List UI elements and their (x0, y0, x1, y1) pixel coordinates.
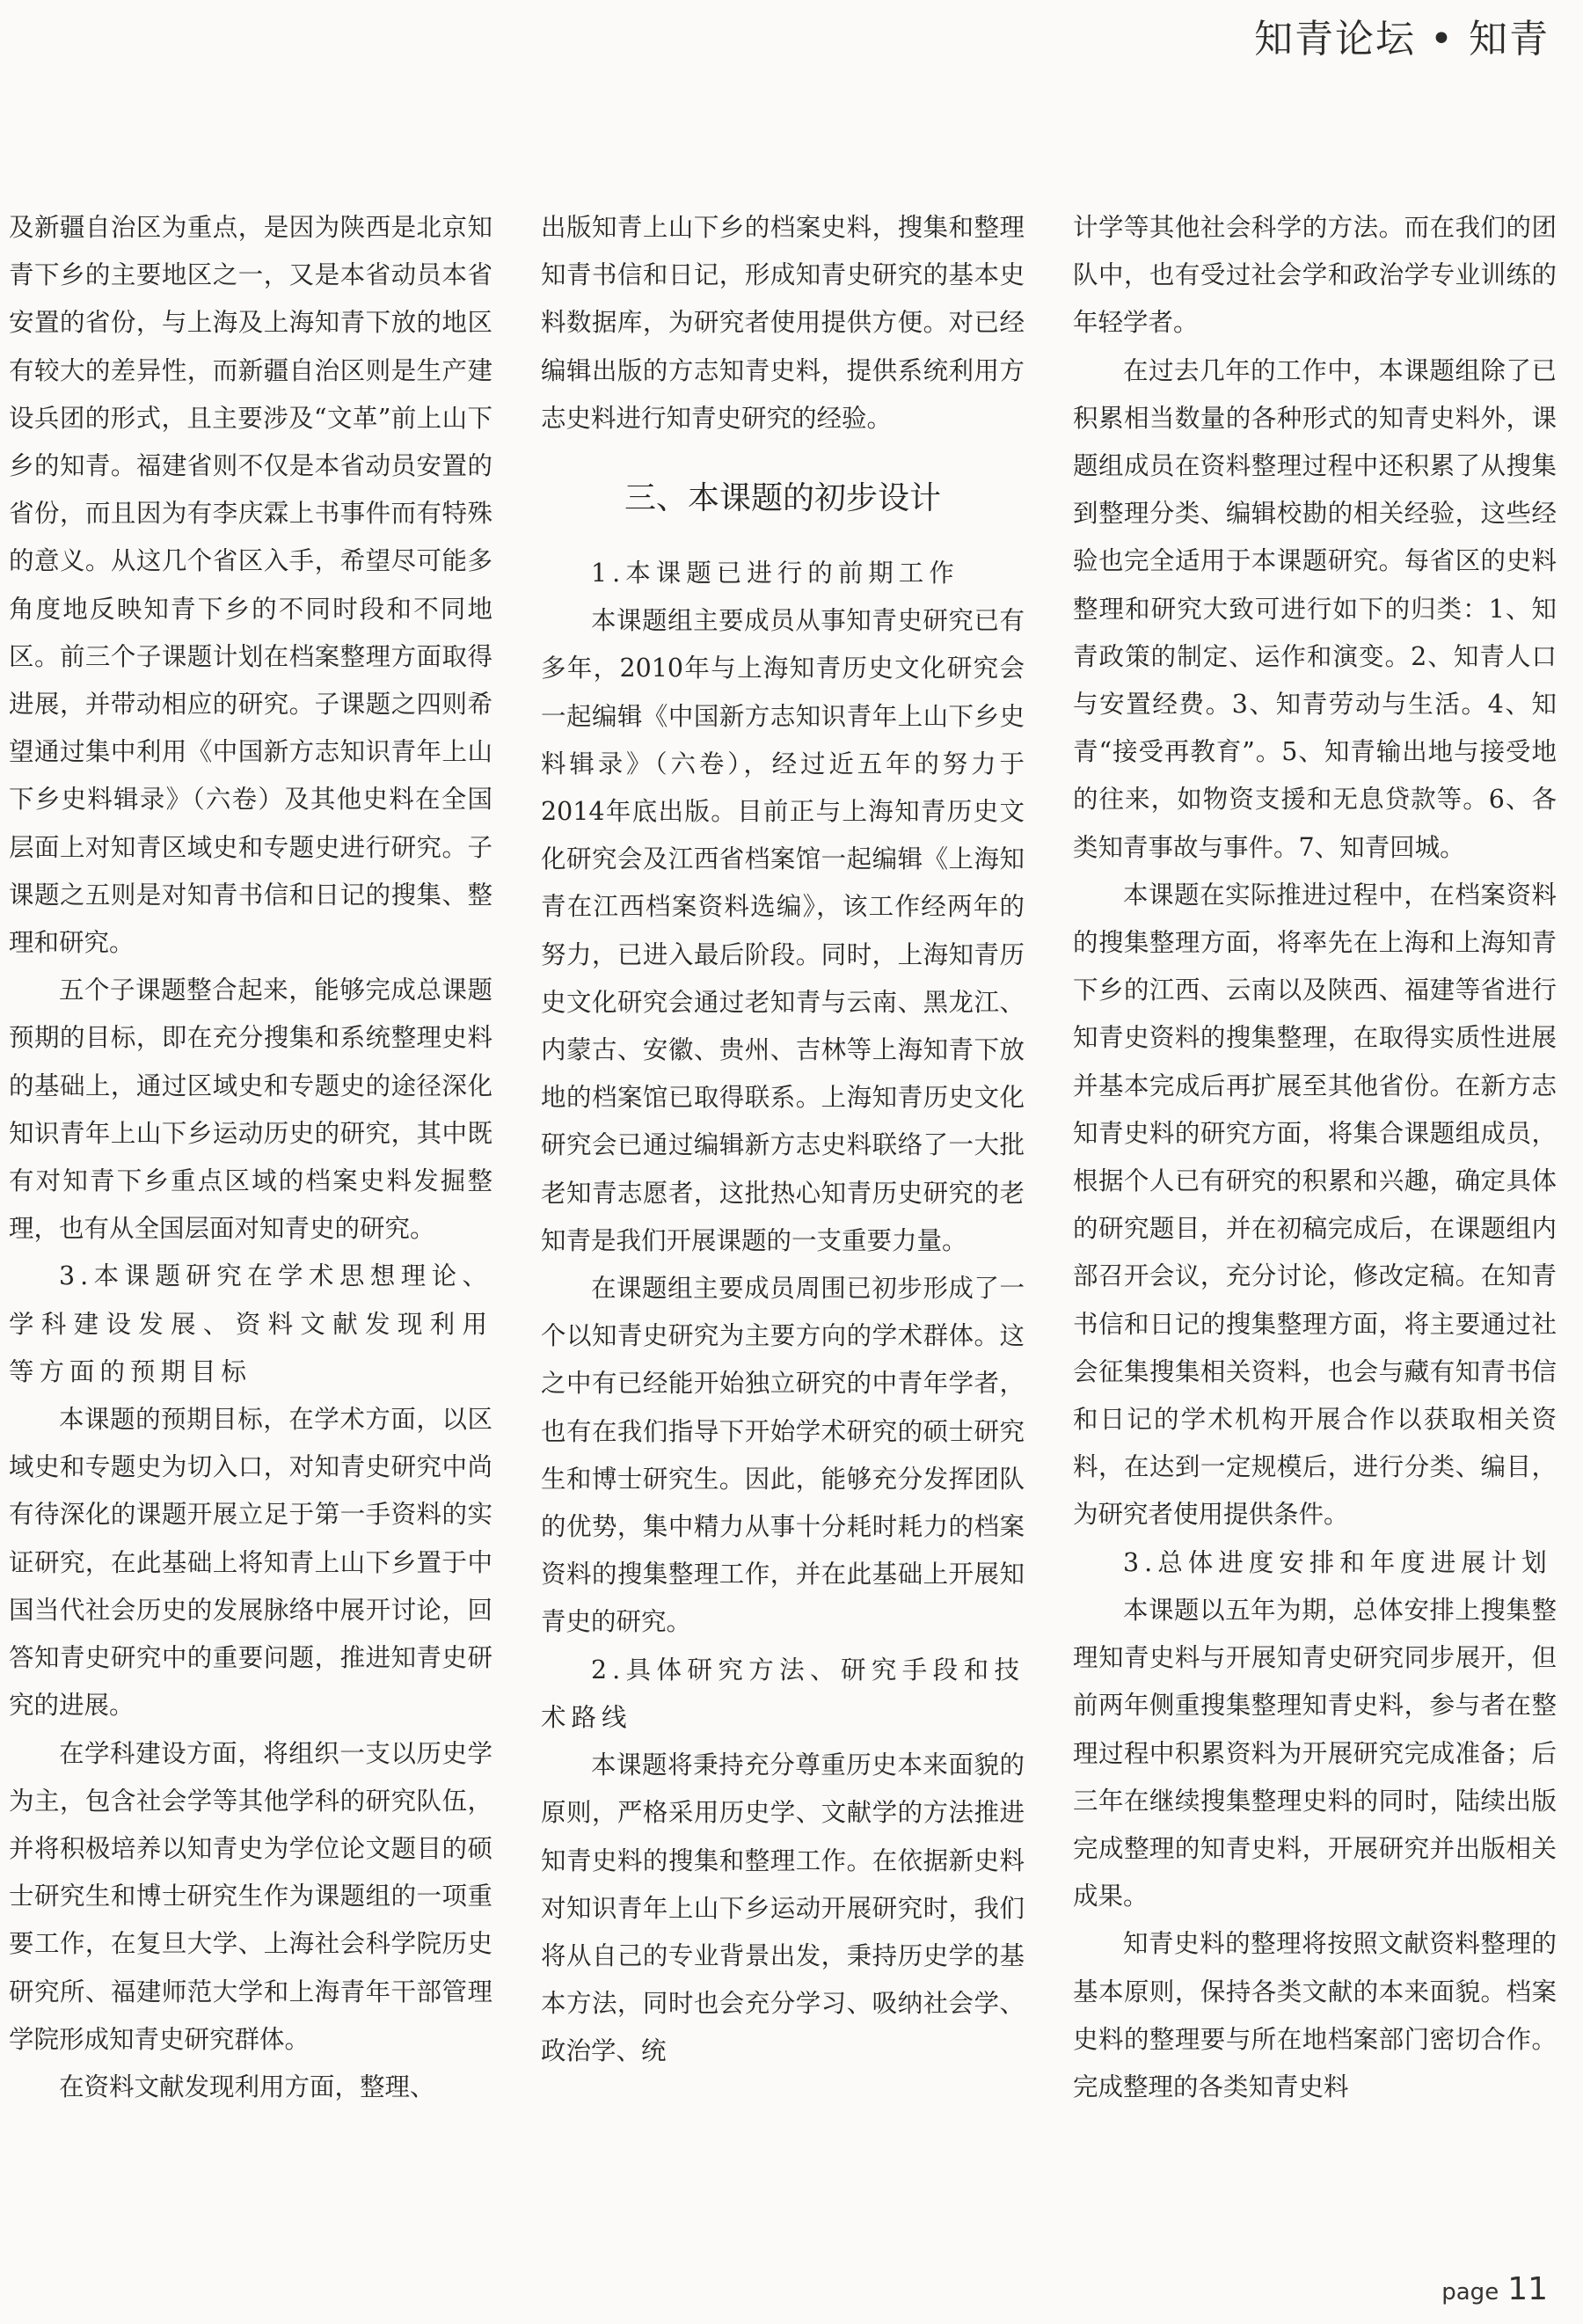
paragraph: 本课题以五年为期，总体安排上搜集整理知青史料与开展知青史研究同步展开，但前两年侧重搜集整理知青史料，参与者在整理过程中积累资料为开展研究完成准备；后三年在继续搜集整理史料的同时，陆续出版完成整理的知青史料，开展研究并出版相关成果。 (1073, 1595, 1557, 1911)
paragraph: 五个子课题整合起来，能够完成总课题预期的目标，即在充分搜集和系统整理史料的基础上，通过区域史和专题史的途径深化知识青年上山下乡运动历史的研究，其中既有对知青下乡重点区域的档案史料发掘整理，也有从全国层面对知青史的研究。 (9, 976, 492, 1244)
paragraph: 计学等其他社会科学的方法。而在我们的团队中，也有受过社会学和政治学专业训练的年轻学者。 (1073, 213, 1557, 338)
subheading: 3.总体进度安排和年度进展计划 (1123, 1547, 1552, 1577)
running-header: 知青论坛 • 知青 (1254, 17, 1550, 62)
page-label: page (1441, 2279, 1499, 2306)
paragraph: 本课题组主要成员从事知青史研究已有多年，2010年与上海知青历史文化研究会一起编辑《中国新方志知识青年上山下乡史料辑录》（六卷），经过近五年的努力于2014年底出版。目前正与上海知青历史文化研究会及江西省档案馆一起编辑《上海知青在江西档案资料选编》，该工作经两年的努力，已进入最后阶段。同时，上海知青历史文化研究会通过老知青与云南、黑龙江、内蒙古、安徽、贵州、吉林等上海知青下放地的档案馆已取得联系。上海知青历史文化研究会已通过编辑新方志史料联络了一大批老知青志愿者，这批热心知青历史研究的老知青是我们开展课题的一支重要力量。 (541, 606, 1025, 1255)
paragraph: 出版知青上山下乡的档案史料，搜集和整理知青书信和日记，形成知青史研究的基本史料数据库，为研究者使用提供方便。对已经编辑出版的方志知青史料，提供系统利用方志史料进行知青史研究的经验。 (541, 213, 1025, 433)
page-footer (1441, 2271, 1548, 2307)
page-number: 11 (1507, 2271, 1548, 2307)
section-heading: 三、本课题的初步设计 (624, 480, 941, 517)
paragraph: 及新疆自治区为重点，是因为陕西是北京知青下乡的主要地区之一，又是本省动员本省安置的省份，与上海及上海知青下放的地区有较大的差异性，而新疆自治区则是生产建设兵团的形式，且主要涉及“文革”前上山下乡的知青。福建省则不仅是本省动员安置的省份，而且因为有李庆霖上书事件而有特殊的意义。从这几个省区入手，希望尽可能多角度地反映知青下乡的不同时段和不同地区。前三个子课题计划在档案整理方面取得进展，并带动相应的研究。子课题之四则希望通过集中利用《中国新方志知识青年上山下乡史料辑录》（六卷）及其他史料在全国层面上对知青区域史和专题史进行研究。子课题之五则是对知青书信和日记的搜集、整理和研究。 (9, 213, 492, 958)
subheading: 2.具体研究方法、研究手段和技术路线 (541, 1655, 1025, 1732)
paragraph: 在学科建设方面，将组织一支以历史学为主，包含社会学等其他学科的研究队伍，并将积极培养以知青史为学位论文题目的硕士研究生和博士研究生作为课题组的一项重要工作，在复旦大学、上海社会科学院历史研究所、福建师范大学和上海青年干部管理学院形成知青史研究群体。 (9, 1738, 492, 2054)
subheading: 3.本课题研究在学术思想理论、学科建设发展、资料文献发现利用等方面的预期目标 (9, 1261, 492, 1386)
subheading: 1.本课题已进行的前期工作 (591, 559, 959, 588)
paragraph: 在课题组主要成员周围已初步形成了一个以知青史研究为主要方向的学术群体。这之中有已经能开始独立研究的中青年学者，也有在我们指导下开始学术研究的硕士研究生和博士研究生。因此，能够充分发挥团队的优势，集中精力从事十分耗时耗力的档案资料的搜集整理工作，并在此基础上开展知青史的研究。 (541, 1274, 1025, 1637)
text-column-middle (541, 204, 1025, 2076)
paragraph: 本课题将秉持充分尊重历史本来面貌的原则，严格采用历史学、文献学的方法推进知青史料的搜集和整理工作。在依据新史料对知识青年上山下乡运动开展研究时，我们将从自己的专业背景出发，秉持历史学的基本方法，同时也会充分学习、吸纳社会学、政治学、统 (541, 1750, 1025, 2066)
paragraph: 本课题的预期目标，在学术方面，以区域史和专题史为切入口，对知青史研究中尚有待深化的课题开展立足于第一手资料的实证研究，在此基础上将知青上山下乡置于中国当代社会历史的发展脉络中展开讨论，回答知青史研究中的重要问题，推进知青史研究的进展。 (9, 1405, 492, 1721)
paragraph: 在资料文献发现利用方面，整理、 (59, 2072, 435, 2101)
paragraph: 在过去几年的工作中，本课题组除了已积累相当数量的各种形式的知青史料外，课题组成员在资料整理过程中还积累了从搜集到整理分类、编辑校勘的相关经验，这些经验也完全适用于本课题研究。每省区的史料整理和研究大致可进行如下的归类：1、知青政策的制定、运作和演变。2、知青人口与安置经费。3、知青劳动与生活。4、知青“接受再教育”。5、知青输出地与接受地的往来，如物资支援和无息贷款等。6、各类知青事故与事件。7、知青回城。 (1073, 355, 1557, 862)
paragraph: 知青史料的整理将按照文献资料整理的基本原则，保持各类文献的本来面貌。档案史料的整理要与所在地档案部门密切合作。完成整理的各类知青史料 (1073, 1929, 1557, 2101)
paragraph: 本课题在实际推进过程中，在档案资料的搜集整理方面，将率先在上海和上海知青下乡的江西、云南以及陕西、福建等省进行知青史资料的搜集整理，在取得实质性进展并基本完成后再扩展至其他省份。在新方志知青史料的研究方面，将集合课题组成员，根据个人已有研究的积累和兴趣，确定具体的研究题目，并在初稿完成后，在课题组内部召开会议，充分讨论，修改定稿。在知青书信和日记的搜集整理方面，将主要通过社会征集搜集相关资料，也会与藏有知青书信和日记的学术机构开展合作以获取相关资料，在达到一定规模后，进行分类、编目，为研究者使用提供条件。 (1073, 880, 1557, 1530)
text-column-right (1073, 204, 1557, 2111)
text-column-left (9, 204, 492, 2111)
